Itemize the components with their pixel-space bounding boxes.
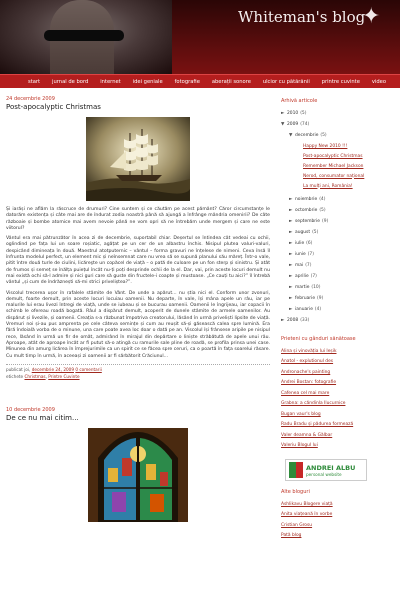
- expand-arrow-icon[interactable]: ►: [289, 241, 293, 246]
- friend-link[interactable]: Grabna: a căndinla Ilucurnice: [281, 401, 346, 407]
- post-paragraph: Și iarăși ne aflăm la răscruce de drumuri? Cine suntem și ce căutăm pe acest pământ? Căror circumstanțe le datorăm existența și câte mai are de îndurat zodia noastră până să ajungă a înfrânge mândria omenirii? De câte războaie și bombe atomice mai avem nevoie până ne vom opri să ne întrebăm unde mergem și care ne este viitorul?: [6, 207, 270, 231]
- post-date: 10 decembrie 2009: [6, 406, 55, 413]
- archive-month[interactable]: ► martie (10): [289, 285, 321, 290]
- nav-printre-cuvinte[interactable]: printre cuvinte: [321, 78, 360, 85]
- header-photo: [0, 0, 172, 74]
- expand-arrow-icon[interactable]: ►: [289, 263, 293, 268]
- badge-name: ANDREI ALBU: [306, 463, 356, 472]
- friend-link[interactable]: Valeriu Blogul lui: [281, 443, 318, 449]
- blogs-list: [281, 499, 397, 541]
- nav-internet[interactable]: internet: [100, 78, 121, 85]
- main-nav: [0, 74, 400, 88]
- compass-star-icon: ✦: [362, 4, 381, 29]
- archive-tree: [281, 108, 397, 326]
- archive-month[interactable]: ► octombrie (5): [289, 208, 326, 213]
- archive-post-link[interactable]: Remember Michael Jackson: [303, 163, 364, 169]
- friend-link[interactable]: Bugan vaur's blog: [281, 411, 321, 417]
- post-paragraph: Viscolul trecerea ușor în rafalele stâmite de Vânt. De unde a apărut... nu știa nici el. Conform unor zvonuri, demult, foarte demult, prin aceste locuri locuiau oamenii. Nu departe, în vale, își mâna apele un râu, iar pe malurile lui erau livezi întregi de viață, unde se iubeau și se bucurau oamenii. Oamenii le îngrijeau, iar copacii în schimb le ofereau roadă bogată. Râul a dispărut demult, acoperit de dunele stâmite de armele oamenilor. Au dispărut și livezile, și oamenii. Creația s-a răzbunat împotriva creatorului, lăsând în urmă priveliști lipsite de viață. Vremuri noi și-au pus amprenta pe cele câteva semințe și cum au reușit să-și găsească calea spre lumină. Era fără îndoială vorba de o minune, una care poate avea loc doar o dată pe an. Viscolul își frânsese aripile pe nisipul rece, lăsând în urmă un fir de omăt, admirând în mirajul din depărtare o liniște străbătută de apele unui râu. Aproape, atât de aproape încât ar fi putut să-o atingă cu ramurile sale pline de roadă, se profila prinsa unei case. Minunea din amurg licărea în împrejurimile ca un spirit ce se făcea spre ceruri, ca o poartă în fața soarelui răsare. Cu mult timp în urmă, în aceeași zi oamenii ar fi sărbătorit Crăciunul...: [6, 290, 270, 359]
- badge-subtitle: personal website: [306, 471, 342, 477]
- tag-link[interactable]: Christmas: [24, 373, 46, 379]
- nav-aberatii-sonore[interactable]: aberații sonore: [211, 78, 251, 85]
- post-paragraph: Vântul era mai pătrunzător în acea zi de decembrie, suportabil chiar. Deșertul se întindea cât vedeai cu ochii, oglindind pe fața lui un soare roșiatic, agățat pe un cer de un albastru închis. Nisipul plutea valuri-valuri, despicând dimineața în două. Maestrul atotputernic – vântul – forma gravuri ne înțelese de nimeni. Ceva însă îl înfrunta modelul perfect, un element mic și neînsemnat care nu vrea să se supună planului său măreț. Într-o vale, pitit între două turle de ciulini, licăreşte un copăcel de viață – o pată de culoare pe un fon sterp și sinistru. Și atât de frumos și semeț se înălța puiețul încât nu-ți poți desprinde ochii de la el. Dar, vai, prin aceste locuri demult nu mai există ochi să-l admire și nici guri care să guste din fructele-i coapte și mustoase. „Ce cauți tu aici?” îl întrebă vântul „și cum de îndrăznești să-mi strici priveliștea?”.: [6, 236, 270, 286]
- expand-arrow-icon[interactable]: ►: [281, 111, 285, 116]
- friends-heading: Prieteni cu gânduri sănătoase: [281, 336, 356, 342]
- archive-month[interactable]: ► iulie (6): [289, 241, 313, 246]
- blog-title[interactable]: Whiteman's blog: [238, 8, 366, 26]
- friend-link[interactable]: Alina și vinovăția lui Ieșik: [281, 348, 337, 354]
- archive-month[interactable]: ► noiembrie (4): [289, 197, 326, 202]
- friend-link[interactable]: Cafenea cel mai mare: [281, 390, 330, 396]
- blog-header: [0, 0, 400, 74]
- expand-arrow-icon[interactable]: ►: [289, 252, 293, 257]
- nav-ulcior[interactable]: ulcior cu pătărănii: [262, 78, 310, 85]
- archive-post-link[interactable]: Happy New 2010 !!!: [303, 143, 348, 149]
- nav-fotografie[interactable]: fotografie: [174, 78, 200, 85]
- expand-arrow-icon[interactable]: ►: [289, 274, 293, 279]
- archive-month-decembrie[interactable]: ▼ decembrie (5): [289, 133, 327, 138]
- nav-start[interactable]: start: [28, 78, 41, 85]
- main-column: [6, 96, 270, 522]
- nav-jurnal-de-bord[interactable]: jurnal de bord: [52, 78, 89, 85]
- post-date: 24 decembrie 2009: [6, 96, 55, 102]
- archive-month[interactable]: ► iunie (7): [289, 252, 314, 257]
- friends-list: [281, 346, 397, 451]
- stained-glass-image[interactable]: [88, 428, 188, 522]
- archive-year-2008[interactable]: ► 2008 (33): [281, 318, 310, 323]
- expand-arrow-icon[interactable]: ►: [289, 219, 293, 224]
- archive-month[interactable]: ► septembrie (9): [289, 219, 329, 224]
- post-body: [6, 207, 270, 360]
- archive-post-link[interactable]: Nerod, consumator național: [303, 173, 365, 179]
- friend-link[interactable]: Valer deamna & Gălbar: [281, 432, 333, 438]
- blindfold: [44, 30, 124, 41]
- friend-link[interactable]: Andrei Bostan: fotografie: [281, 380, 337, 386]
- expand-arrow-icon[interactable]: ►: [289, 296, 293, 301]
- archive-month[interactable]: ► februarie (9): [289, 296, 324, 301]
- post-title[interactable]: De ce nu mai citim...: [6, 413, 79, 422]
- expand-arrow-icon[interactable]: ►: [289, 197, 293, 202]
- archive-month[interactable]: ► august (5): [289, 230, 319, 235]
- collapse-arrow-icon[interactable]: ▼: [289, 133, 293, 138]
- post-comments-link[interactable]: 0 comentarii: [75, 366, 102, 372]
- blog-link[interactable]: Ashlikavu Blogere viață: [281, 501, 333, 507]
- post-title[interactable]: Post-apocalyptic Christmas: [6, 103, 101, 111]
- blogs-heading: Alte bloguri: [281, 489, 310, 495]
- friend-link[interactable]: Andronache's painting: [281, 369, 331, 375]
- expand-arrow-icon[interactable]: ►: [281, 318, 285, 323]
- tags-label: etichete: [6, 373, 24, 379]
- friend-link[interactable]: Anatol - explutionul des: [281, 359, 334, 365]
- blog-link[interactable]: Pată blog: [281, 533, 302, 539]
- andrei-albu-badge[interactable]: [285, 459, 367, 481]
- post-tags: etichete Christmas, Printre Cuvinte: [6, 373, 80, 379]
- archive-year-2009[interactable]: ▼ 2009 (74): [281, 122, 310, 127]
- post-permalink[interactable]: decembrie 24, 2009: [31, 366, 74, 372]
- post-published-label: publicat joi,: [6, 366, 31, 372]
- friend-link[interactable]: Radu Bradu și pădurea formează: [281, 422, 354, 428]
- archive-post-link[interactable]: Post-apocalyptic Christmas: [303, 153, 363, 159]
- archive-post-link[interactable]: La mulți ani, România!: [303, 183, 353, 189]
- post-footer: [6, 364, 270, 372]
- tag-link[interactable]: Printre Cuvinte: [48, 373, 80, 379]
- andrei-albu-logo-icon: [289, 462, 303, 478]
- archive-year-2010[interactable]: ► 2010 (5): [281, 111, 307, 116]
- archive-month[interactable]: ► aprilie (7): [289, 274, 317, 279]
- collapse-arrow-icon[interactable]: ▼: [281, 122, 285, 127]
- archive-month[interactable]: ► mai (7): [289, 263, 312, 268]
- expand-arrow-icon[interactable]: ►: [289, 230, 293, 235]
- nav-idei-geniale[interactable]: idei geniale: [132, 78, 163, 85]
- archive-heading: Arhivă articole: [281, 98, 318, 104]
- ship-desert-image[interactable]: [86, 117, 190, 201]
- blog-link[interactable]: Cristian Grosu: [281, 522, 313, 528]
- blog-link[interactable]: Anita viațeană în vorbe: [281, 512, 333, 518]
- expand-arrow-icon[interactable]: ►: [289, 208, 293, 213]
- expand-arrow-icon[interactable]: ►: [289, 307, 293, 312]
- nav-video[interactable]: video: [371, 78, 386, 85]
- sidebar: [281, 98, 397, 541]
- expand-arrow-icon[interactable]: ►: [289, 285, 293, 290]
- archive-month[interactable]: ► ianuarie (4): [289, 307, 322, 312]
